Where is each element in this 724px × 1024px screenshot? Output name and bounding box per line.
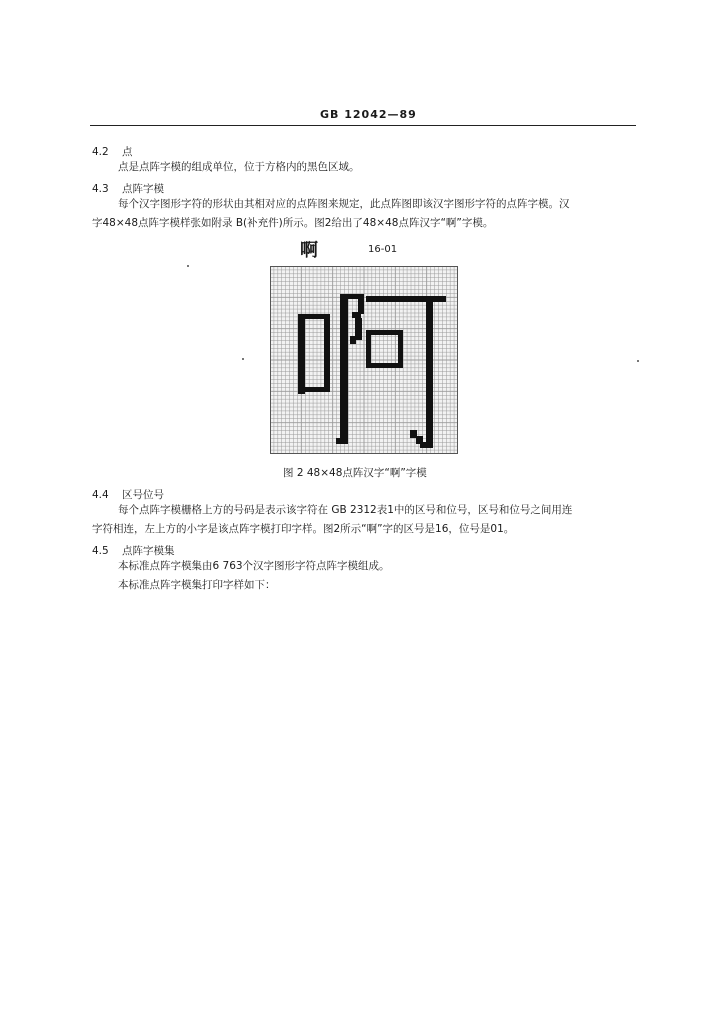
section-number: 4.4 bbox=[92, 489, 109, 501]
glyph-stroke bbox=[366, 296, 446, 302]
paragraph-4-4-line-2: 字符相连，左上方的小字是该点阵字模打印字样。图2所示“啊”字的区号是16，位号是01。 bbox=[92, 523, 515, 535]
glyph-stroke bbox=[340, 294, 348, 442]
section-heading-4-5 bbox=[92, 543, 175, 558]
paragraph-4-3-line-2: 字48×48点阵字模样张如附录 B(补充件)所示。图2给出了48×48点阵汉字“啊”字模。 bbox=[92, 217, 494, 229]
dot-matrix-grid bbox=[270, 266, 458, 454]
standard-code-header: GB 12042—89 bbox=[320, 108, 417, 121]
glyph-stroke bbox=[336, 438, 348, 444]
glyph-stroke bbox=[355, 318, 362, 340]
glyph-stroke bbox=[398, 330, 403, 368]
glyph-stroke bbox=[298, 387, 330, 392]
glyph-stroke bbox=[366, 330, 402, 335]
glyph-stroke bbox=[410, 430, 417, 438]
figure-zone-code: 16-01 bbox=[368, 244, 398, 255]
section-title: 区号位号 bbox=[122, 489, 164, 501]
paragraph-4-3-line-1: 每个汉字图形字符的形状由其相对应的点阵图来规定，此点阵图即该汉字图形字符的点阵字模。汉 bbox=[118, 198, 570, 210]
scan-speck bbox=[187, 265, 189, 267]
paragraph-4-2: 点是点阵字模的组成单位，位于方格内的黑色区域。 bbox=[118, 161, 360, 173]
paragraph-4-5-line-2: 本标准点阵字模集打印字样如下： bbox=[118, 579, 276, 591]
section-number: 4.5 bbox=[92, 545, 109, 557]
glyph-stroke bbox=[350, 336, 356, 344]
glyph-stroke bbox=[358, 294, 364, 314]
glyph-stroke bbox=[426, 296, 433, 448]
section-title: 点 bbox=[122, 146, 133, 158]
glyph-stroke bbox=[416, 436, 423, 444]
glyph-stroke bbox=[298, 314, 305, 394]
section-title: 点阵字模 bbox=[122, 183, 164, 195]
dot-matrix-figure bbox=[270, 266, 458, 454]
section-heading-4-4 bbox=[92, 487, 164, 502]
section-heading-4-3 bbox=[92, 181, 164, 196]
glyph-stroke bbox=[352, 312, 361, 318]
glyph-stroke bbox=[366, 363, 402, 368]
scan-speck bbox=[637, 360, 639, 362]
section-heading-4-2 bbox=[92, 144, 133, 159]
glyph-stroke bbox=[324, 314, 330, 392]
section-title: 点阵字模集 bbox=[122, 545, 175, 557]
paragraph-4-4-line-1: 每个点阵字模栅格上方的号码是表示该字符在 GB 2312表1中的区号和位号，区号和位号之间用连 bbox=[118, 504, 573, 516]
section-number: 4.2 bbox=[92, 146, 109, 158]
figure-caption: 图 2 48×48点阵汉字“啊”字模 bbox=[283, 467, 427, 479]
paragraph-4-5-line-1: 本标准点阵字模集由6 763个汉字图形字符点阵字模组成。 bbox=[118, 560, 390, 572]
section-number: 4.3 bbox=[92, 183, 109, 195]
glyph-stroke bbox=[366, 330, 371, 368]
scan-speck bbox=[242, 358, 244, 360]
figure-sample-char: 啊 bbox=[300, 240, 318, 261]
header-rule bbox=[90, 125, 636, 126]
